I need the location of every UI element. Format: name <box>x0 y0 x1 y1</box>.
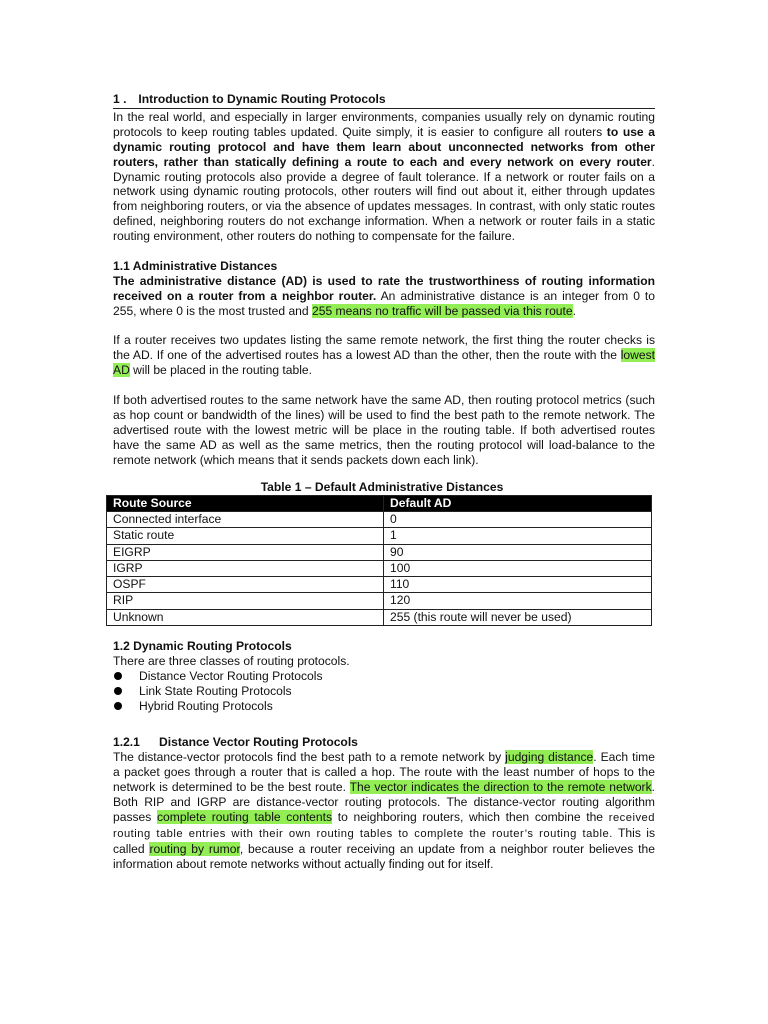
section-1-2-1-paragraph <box>113 750 655 871</box>
default-ad-cell: 120 <box>384 593 652 609</box>
dv-text-6: This is called <box>113 825 655 856</box>
highlight-vector-direction: The vector indicates the direction to the remote network <box>349 780 652 795</box>
table-row <box>107 577 652 593</box>
ad-definition-text: An administrative distance is an integer from 0 to 255, where 0 is the most trusted and <box>113 288 655 318</box>
route-source-cell: Unknown <box>107 609 384 625</box>
dv-text-3: . Both RIP and IGRP are distance-vector routing protocols. The distance-vector routing algorithm passes <box>113 780 655 824</box>
list-item-label: Distance Vector Routing Protocols <box>139 668 323 683</box>
ad-definition-end: . <box>572 303 576 318</box>
spacer <box>113 378 655 393</box>
bullet-icon <box>114 687 122 695</box>
table-row <box>107 609 652 625</box>
table-row <box>107 560 652 576</box>
highlight-routing-by-rumor: routing by rumor <box>149 841 240 856</box>
list-item-label: Hybrid Routing Protocols <box>139 698 273 713</box>
administrative-distance-table <box>106 495 652 626</box>
section-1-text-c: . Dynamic routing protocols also provide a degree of fault tolerance. If a network or router fails on a network using dynamic routing protocols, other routers will find out about it, either through updates from neighboring routers, or via the absence of updates messages. In contrast, with only static routes defined, neighboring routers do not exchange information. When a network or router fails in a static routing environment, other routers do nothing to compensate for the failure. <box>113 154 655 244</box>
default-ad-cell: 1 <box>384 528 652 544</box>
section-1-number: 1 . <box>113 92 127 106</box>
list-item-label: Link State Routing Protocols <box>139 683 292 698</box>
section-1-2-1-number: 1.2.1 <box>113 735 140 750</box>
route-source-cell: IGRP <box>107 560 384 576</box>
spacer <box>113 626 655 639</box>
section-1-paragraph <box>113 110 655 244</box>
route-source-cell: Static route <box>107 528 384 544</box>
list-item <box>113 684 655 699</box>
default-ad-cell: 255 (this route will never be used) <box>384 609 652 625</box>
table-row <box>107 593 652 609</box>
dv-text-5: received routing table entries with their own routing tables to complete the router’s routing table. <box>113 812 656 840</box>
default-ad-cell: 110 <box>384 577 652 593</box>
list-item <box>113 699 655 714</box>
highlight-lowest-ad: lowest AD <box>113 348 655 378</box>
section-1-1-paragraph-3: If both advertised routes to the same network have the same AD, then routing protocol metrics (such as hop count or bandwidth of the lines) will be used to find the best path to the remote network. The advertised route with the lowest metric will be place in the routing table. If both advertised routes have the same AD as well as the same metrics, then the routing protocol will load-balance to the remote network (which means that it sends packets down each link). <box>113 393 655 467</box>
dv-text-4: to neighboring routers, which then combine the <box>332 810 609 824</box>
table-row <box>107 511 652 527</box>
ad-check-text-b: will be placed in the routing table. <box>129 363 313 378</box>
section-1-1-paragraph-1 <box>113 274 655 319</box>
route-source-cell: OSPF <box>107 577 384 593</box>
default-ad-cell: 100 <box>384 560 652 576</box>
section-1-1-paragraph-2 <box>113 333 655 378</box>
dv-text-1: The distance-vector protocols find the best path to a remote network by <box>113 750 506 765</box>
ad-definition-bold: The administrative distance (AD) is used to rate the trustworthiness of routing information received on a router from a neighbor router. <box>113 273 655 303</box>
highlight-judging-distance: judging distance <box>505 750 594 765</box>
default-ad-cell: 90 <box>384 544 652 560</box>
list-item <box>113 669 655 684</box>
section-1-2-1-title: Distance Vector Routing Protocols <box>159 735 358 750</box>
table-row <box>107 528 652 544</box>
highlight-complete-table: complete routing table contents <box>157 810 333 824</box>
table-row <box>107 544 652 560</box>
default-ad-cell: 0 <box>384 511 652 527</box>
section-1-1-heading: 1.1 Administrative Distances <box>113 258 278 273</box>
bullet-icon <box>114 702 122 710</box>
section-1-heading <box>113 92 655 109</box>
table-caption: Table 1 – Default Administrative Distances <box>260 479 504 494</box>
protocol-class-list <box>113 669 655 714</box>
route-source-cell: EIGRP <box>107 544 384 560</box>
column-header-route-source: Route Source <box>107 495 384 511</box>
spacer <box>113 244 655 259</box>
ad-check-text-a: If a router receives two updates listing the same remote network, the first thing the router checks is the AD. If one of the advertised routes has a lowest AD than the other, then the route with the <box>113 333 655 363</box>
dv-text-2: . Each time a packet goes through a router that is called a hop. The route with the least number of hops to the network is determined to be the best route. <box>113 750 655 795</box>
route-source-cell: RIP <box>107 593 384 609</box>
section-1-2-intro: There are three classes of routing protocols. <box>113 653 350 668</box>
route-source-cell: Connected interface <box>107 511 384 527</box>
column-header-default-ad: Default AD <box>384 495 652 511</box>
section-1-2-heading: 1.2 Dynamic Routing Protocols <box>113 638 292 653</box>
spacer <box>113 713 655 735</box>
highlight-255-meaning: 255 means no traffic will be passed via this route <box>312 303 573 318</box>
dv-text-7: , because a router receiving an update from a neighbor router believes the information about remote networks without actually finding out for itself. <box>113 841 655 871</box>
spacer <box>113 319 655 334</box>
table-header-row <box>107 495 652 511</box>
document-body <box>113 92 655 872</box>
bullet-icon <box>114 672 122 680</box>
section-1-text-bold: to use a dynamic routing protocol and have them learn about unconnected networks from other routers, rather than statically defining a route to each and every network on every router <box>113 124 655 169</box>
section-1-text-a: In the real world, and especially in larger environments, companies usually rely on dynamic routing protocols to keep routing tables updated. Quite simply, it is easier to configure all routers <box>113 109 655 139</box>
section-1-title: Introduction to Dynamic Routing Protocols <box>138 92 386 106</box>
section-1-2-1-heading <box>113 735 655 750</box>
